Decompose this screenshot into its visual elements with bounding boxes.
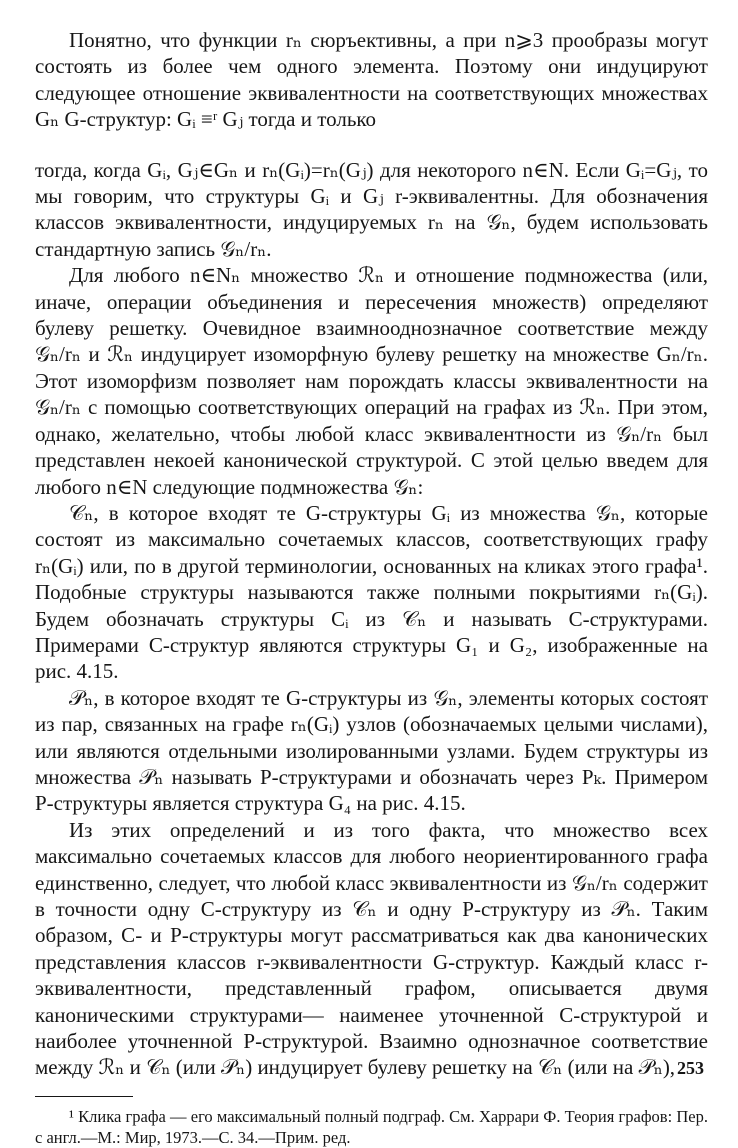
paragraph-3: Для любого n∈Nₙ множество ℛₙ и отношение подмножества (или, иначе, операции объединения и пересечения множеств) определяют булеву решетку. Очевидное взаимнооднозначное соответствие между 𝒢ₙ/rₙ и ℛₙ индуцирует изоморфную булеву решетку на множестве Gₙ/rₙ. Этот изоморфизм позволяет нам порождать классы эквивалентности на 𝒢ₙ/rₙ с помощью соответствующих операций на графах из ℛₙ. При этом, однако, желательно, чтобы любой класс эквивалентности из 𝒢ₙ/rₙ был представлен некоей канонической структурой. С этой целью введем для любого n∈N следующие подмножества 𝒢ₙ: xyxy=(35,263,708,499)
paragraph-6: Из этих определений и из того факта, что множество всех максимально сочетаемых классов для любого неориентированного графа единственно, следует, что любой класс эквивалентности из 𝒢ₙ/rₙ содержит в точности одну C-структуру из 𝒞ₙ и одну P-структуру из 𝒫ₙ. Таким образом, C- и P-структуры могут рассматриваться как два канонических представления классов r-эквивалентности G-структур. Каждый класс r-эквивалентности, представленный графом, описывается двумя каноническими структурами— наименее уточненной C-структурой и наиболее уточненной P-структурой. Взаимно однозначное соответствие между ℛₙ и 𝒞ₙ (или 𝒫ₙ) индуцирует булеву решетку на 𝒞ₙ (или на 𝒫ₙ), xyxy=(35,817,708,1080)
footnote-divider xyxy=(35,1096,133,1097)
paragraph-2: тогда, когда Gᵢ, Gⱼ∈Gₙ и rₙ(Gᵢ)=rₙ(Gⱼ) для некоторого n∈N. Если Gᵢ=Gⱼ, то мы говорим, что структуры Gᵢ и Gⱼ r-эквивалентны. Для обозначения классов эквивалентности, индуцируемых rₙ на 𝒢ₙ, будем использовать стандартную запись 𝒢ₙ/rₙ. xyxy=(35,157,708,261)
footnote: ¹ Клика графа — его максимальный полный подграф. См. Харрари Ф. Теория графов: Пер. с англ.—М.: Мир, 1973.—С. 34.—Прим. ред. xyxy=(35,1106,708,1147)
paragraph-5: 𝒫ₙ, в которое входят те G-структуры из 𝒢ₙ, элементы которых состоят из пар, связанных на графе rₙ(Gᵢ) узлов (обозначаемых целыми числами), или являются отдельными изолированными узлами. Будем структуры из множества 𝒫ₙ называть P-структурами и обозначать через Pₖ. Примером P-структуры является структура G₄ на рис. 4.15. xyxy=(35,685,708,816)
paragraph-4: 𝒞ₙ, в которое входят те G-структуры Gᵢ из множества 𝒢ₙ, которые состоят из максимально сочетаемых классов, соответствующих графу rₙ(Gᵢ) или, по в другой терминологии, основанных на кликах этого графа¹. Подобные структуры называются также полными покрытиями rₙ(Gᵢ). Будем обозначать структуры Cᵢ из 𝒞ₙ и называть C-структурами. Примерами C-структур являются структуры G₁ и G₂, изображенные на рис. 4.15. xyxy=(35,500,708,684)
paragraph-1: Понятно, что функции rₙ сюръективны, а при n⩾3 прообразы могут состоять из более чем одного элемента. Поэтому они индуцируют следующее отношение эквивалентности на соответствующих множествах Gₙ G-структур: Gᵢ ≡ʳ Gⱼ тогда и только xyxy=(35,28,708,132)
page-number: 253 xyxy=(677,1058,704,1078)
